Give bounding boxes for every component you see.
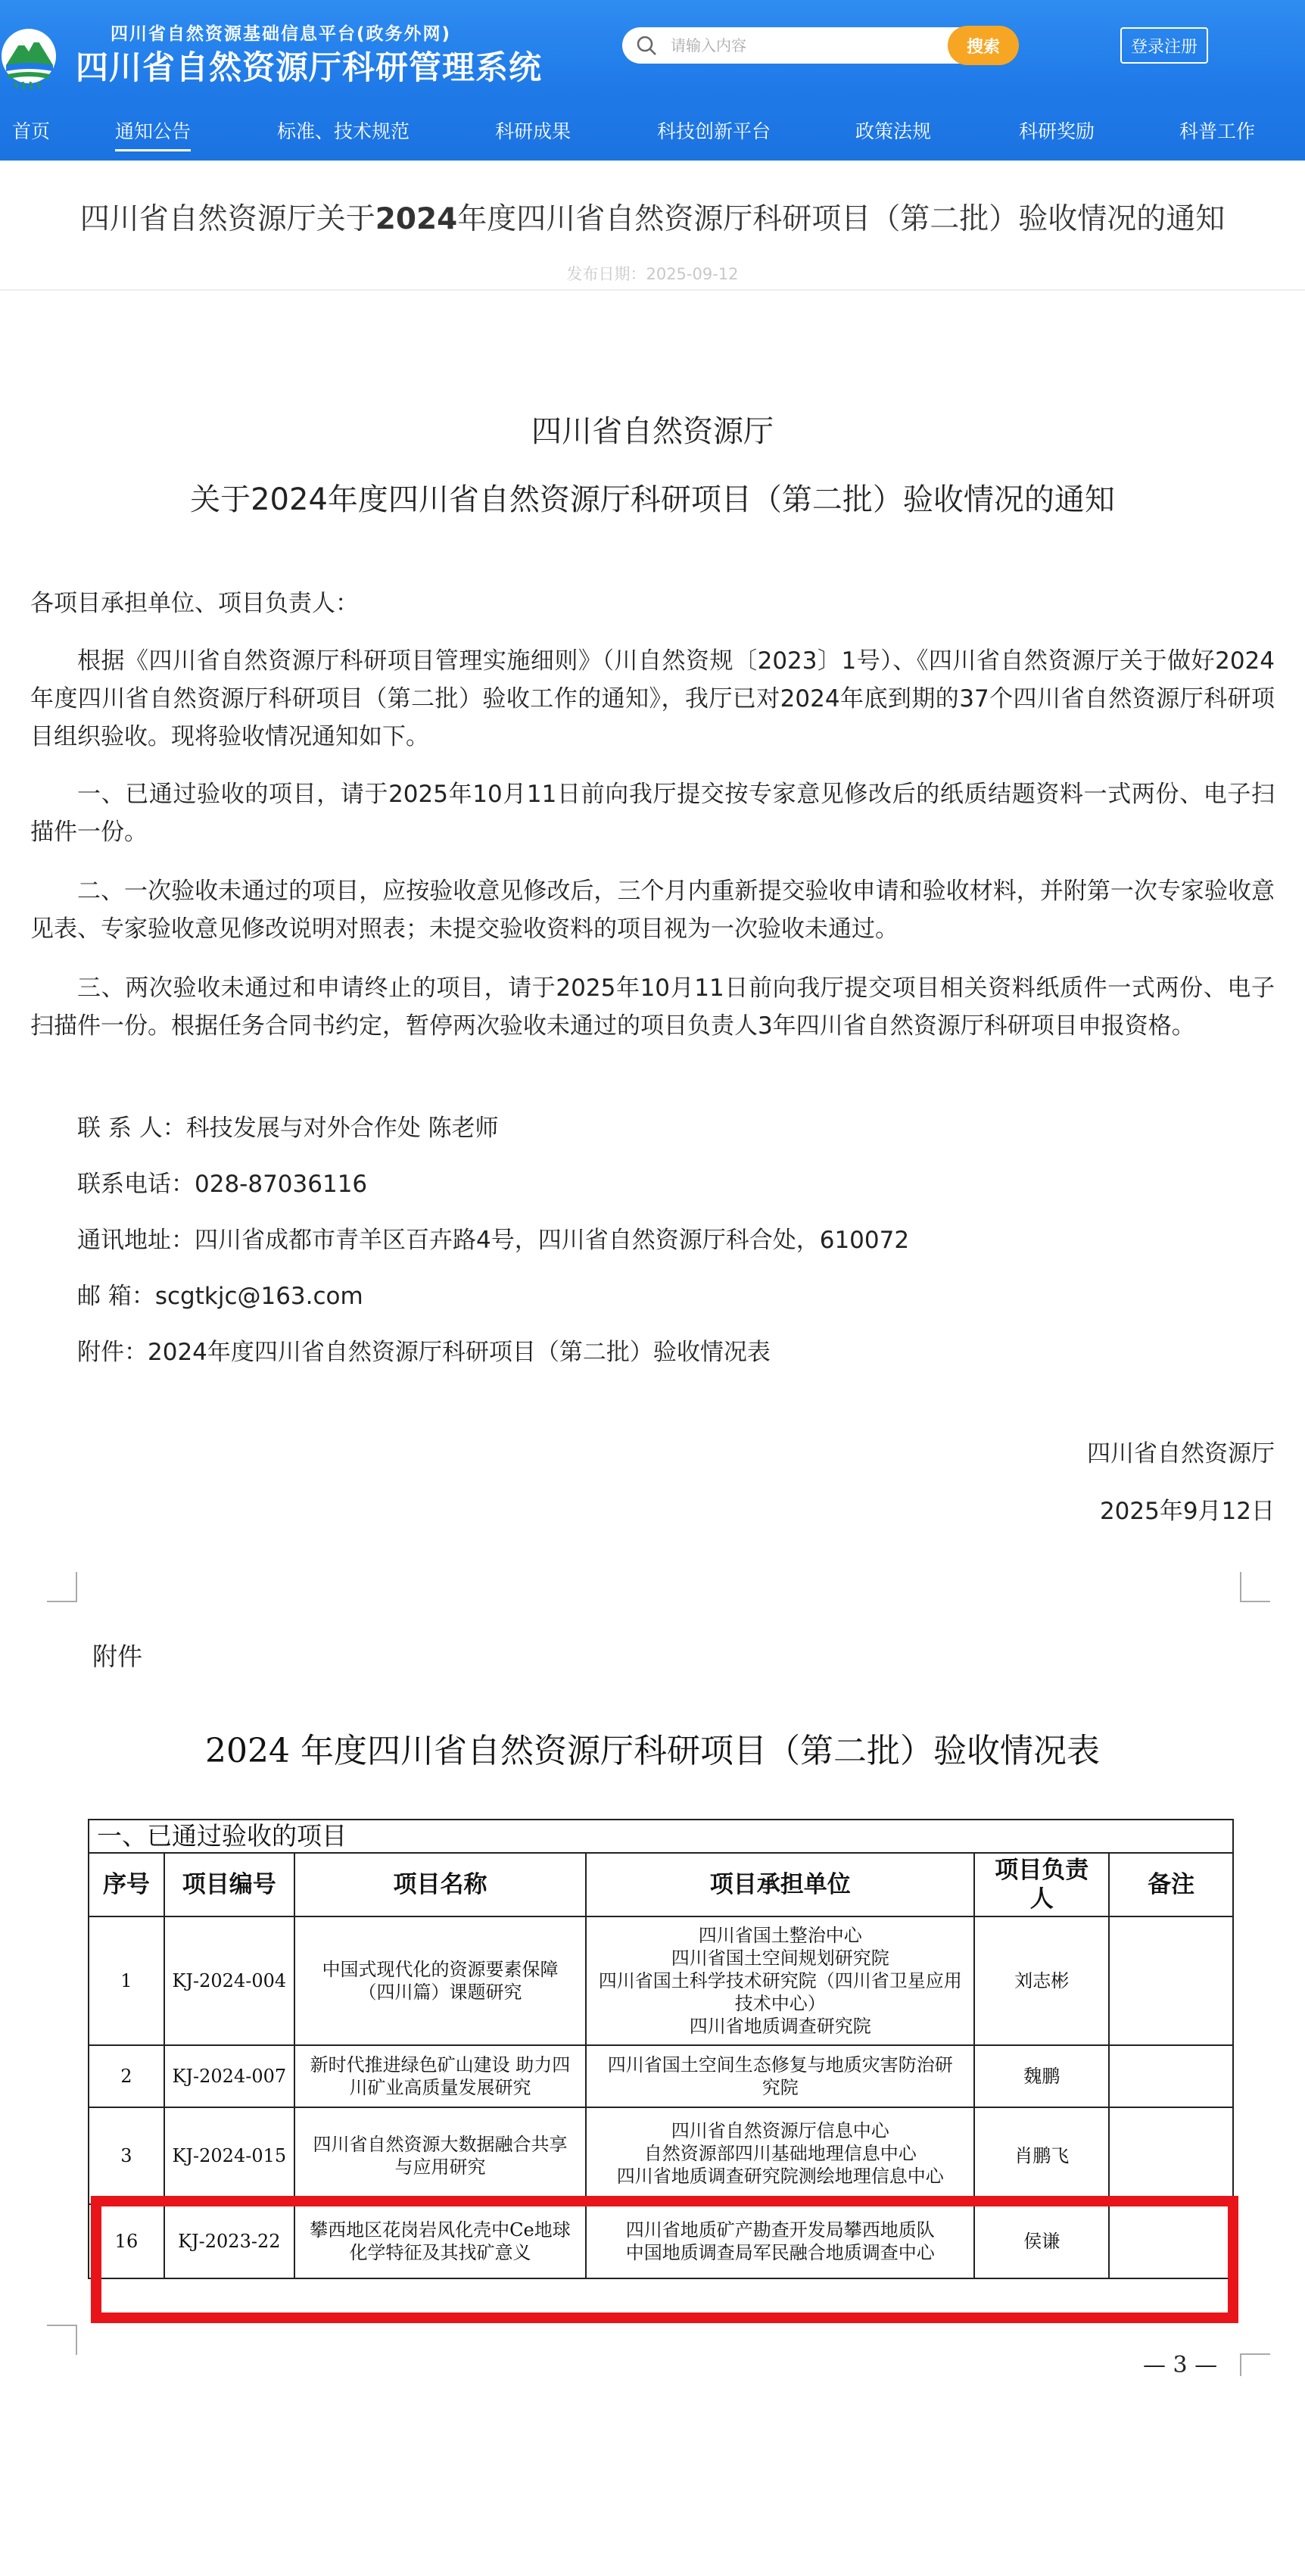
page-crop-mark [47, 2325, 77, 2355]
nav-item-policies[interactable]: 政策法规 [855, 120, 932, 142]
brand-title[interactable]: 四川省自然资源厅科研管理系统 [76, 49, 542, 87]
title-divider [0, 289, 1305, 291]
nav-item-innovation-platform[interactable]: 科技创新平台 [657, 120, 771, 142]
signature-date: 2025年9月12日 [1099, 1498, 1275, 1525]
publish-date: 发布日期：2025-09-12 [566, 265, 739, 283]
main-nav [0, 111, 1305, 151]
project-code: KJ-2024-015 [164, 2107, 294, 2204]
contact-email: 邮 箱：scgtkjc@163.com [77, 1283, 363, 1310]
column-header: 项目编号 [164, 1853, 294, 1916]
nav-item-standards[interactable]: 标准、技术规范 [277, 120, 410, 142]
page-crop-mark [47, 1572, 77, 1602]
project-units: 四川省国土空间生态修复与地质灾害防治研究院 [586, 2045, 974, 2107]
nav-item-home[interactable]: 首页 [12, 120, 51, 142]
column-header-text: 项目负责人 [995, 1857, 1089, 1913]
column-header: 备注 [1109, 1853, 1233, 1916]
body-paragraph: 根据《四川省自然资源厅科研项目管理实施细则》（川自然资规〔2023〕1号）、《四川省自然资源厅关于做好2024年度四川省自然资源厅科研项目（第二批）验收工作的通知》，我厅已对2024年底到期的37个四川省自然资源厅科研项目组织验收。现将验收情况通知如下。 [30, 647, 1275, 750]
nav-item-achievements[interactable]: 科研成果 [495, 120, 572, 142]
unit-line: 四川省国土整治中心 [698, 1925, 862, 1946]
unit-line: 四川省国土科学技术研究院（四川省卫星应用技术中心） [598, 1970, 962, 2014]
project-leader: 刘志彬 [974, 1916, 1109, 2045]
table-row [89, 2045, 1233, 2107]
project-units [586, 2107, 974, 2204]
project-name: 新时代推进绿色矿山建设 助力四川矿业高质量发展研究 [294, 2045, 586, 2107]
unit-line: 四川省地质调查研究院 [689, 2016, 871, 2037]
units-clip [587, 2109, 973, 2203]
contact-address: 通讯地址：四川省成都市青羊区百卉路4号，四川省自然资源厅科合处，610072 [77, 1227, 910, 1254]
project-leader: 侯谦 [974, 2204, 1109, 2278]
nav-item-awards[interactable]: 科研奖励 [1019, 120, 1095, 142]
unit-line: 四川省自然资源厅信息中心 [671, 2120, 889, 2141]
project-remark [1109, 2107, 1233, 2204]
table-row [89, 2107, 1233, 2204]
row-number: 1 [89, 1916, 164, 2045]
search-button[interactable]: 搜索 [948, 26, 1019, 65]
contact-phone: 联系电话：028-87036116 [77, 1171, 368, 1198]
search-input[interactable] [671, 32, 920, 59]
title-suffix: 年度四川省自然资源厅科研项目（第二批）验收情况的通知 [457, 202, 1226, 236]
project-units [586, 1916, 974, 2045]
page-crop-mark [1240, 1572, 1270, 1602]
attachment-label: 附件 [92, 1642, 142, 1671]
body-paragraph: 一、已通过验收的项目，请于2025年10月11日前向我厅提交按专家意见修改后的纸质结题资料一式两份、电子扫描件一份。 [30, 781, 1275, 846]
table-row [89, 1916, 1233, 2045]
highlight-annotation-box [91, 2196, 1238, 2323]
unit-line: 四川省国土空间规划研究院 [671, 1948, 889, 1969]
unit-line: 四川省地质矿产勘查开发局攀西地质队 [625, 2219, 935, 2241]
login-register-button[interactable]: 登录注册 [1120, 27, 1208, 64]
brand-subtitle: 四川省自然资源基础信息平台(政务外网) [111, 24, 452, 44]
body-paragraph: 三、两次验收未通过和申请终止的项目，请于2025年10月11日前向我厅提交项目相关资料纸质件一式两份、电子扫描件一份。根据任务合同书约定，暂停两次验收未通过的项目负责人3年四川省自然资源厅科研项目申报资格。 [30, 975, 1275, 1040]
page-number: — 3 — [1143, 2352, 1218, 2378]
project-code: KJ-2023-22 [164, 2204, 294, 2278]
page-crop-mark [1240, 2353, 1270, 2376]
attachment-title: 2024 年度四川省自然资源厅科研项目（第二批）验收情况表 [205, 1732, 1100, 1770]
document-org-heading: 四川省自然资源厅 [531, 414, 774, 449]
document-title-heading: 关于2024年度四川省自然资源厅科研项目（第二批）验收情况的通知 [190, 482, 1115, 517]
row-number: 3 [89, 2107, 164, 2204]
project-code: KJ-2024-007 [164, 2045, 294, 2107]
site-header [0, 0, 1305, 161]
notice-title [0, 195, 1305, 238]
column-header [974, 1853, 1109, 1916]
search-icon [636, 35, 657, 56]
section-label: 一、已通过验收的项目 [89, 1820, 1233, 1853]
contact-person: 联 系 人：科技发展与对外合作处 陈老师 [77, 1115, 499, 1142]
title-prefix: 四川省自然资源厅关于 [79, 202, 375, 236]
row-number: 16 [89, 2204, 164, 2278]
column-header: 项目承担单位 [586, 1853, 974, 1916]
unit-line: 自然资源部四川基础地理信息中心 [643, 2143, 917, 2164]
nav-item-notices[interactable]: 通知公告 [115, 117, 191, 144]
attachment-reference: 附件：2024年度四川省自然资源厅科研项目（第二批）验收情况表 [77, 1339, 771, 1366]
column-header: 序号 [89, 1853, 164, 1916]
project-leader: 肖鹏飞 [974, 2107, 1109, 2204]
column-header: 项目名称 [294, 1853, 586, 1916]
signature-org: 四川省自然资源厅 [1087, 1440, 1275, 1467]
title-year: 2024 [375, 202, 458, 236]
body-paragraph: 二、一次验收未通过的项目，应按验收意见修改后，三个月内重新提交验收申请和验收材料，并附第一次专家验收意见表、专家验收意见修改说明对照表；未提交验收资料的项目视为一次验收未通过。 [30, 878, 1275, 943]
project-remark [1109, 2045, 1233, 2107]
nav-item-science-popularization[interactable]: 科普工作 [1179, 120, 1256, 142]
project-code: KJ-2024-004 [164, 1916, 294, 2045]
unit-line: 中国地质调查局军民融合地质调查中心 [625, 2242, 935, 2263]
row-number: 2 [89, 2045, 164, 2107]
table-section-row [89, 1820, 1233, 1853]
salutation: 各项目承担单位、项目负责人： [30, 590, 359, 617]
project-name: 四川省自然资源大数据融合共享与应用研究 [294, 2107, 586, 2204]
project-leader: 魏鹏 [974, 2045, 1109, 2107]
mountain-logo-icon[interactable] [0, 18, 62, 94]
project-name: 中国式现代化的资源要素保障（四川篇）课题研究 [294, 1916, 586, 2045]
unit-line: 四川省地质调查研究院测绘地理信息中心 [616, 2166, 944, 2187]
project-name: 攀西地区花岗岩风化壳中Ce地球化学特征及其找矿意义 [294, 2204, 586, 2278]
table-header-row [89, 1853, 1233, 1916]
project-remark [1109, 1916, 1233, 2045]
